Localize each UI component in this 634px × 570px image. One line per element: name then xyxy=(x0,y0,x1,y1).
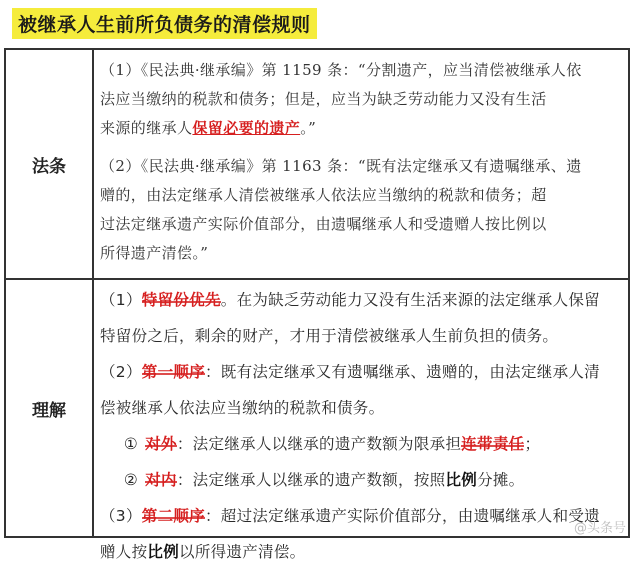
item-3-line-2 xyxy=(100,534,620,570)
item-3-line-1 xyxy=(100,498,620,534)
rules-table xyxy=(4,48,630,538)
item-3 xyxy=(100,498,620,570)
item-1-line-2: 特留份之后，剩余的财产，才用于清偿被继承人生前负担的债务。 xyxy=(100,318,620,354)
text: ：法定继承人以继承的遗产数额，按照 xyxy=(177,471,446,489)
statute-1159-line-3 xyxy=(100,114,620,143)
tag-second-order: 第二顺序 xyxy=(142,507,205,525)
item-2-num: （2） xyxy=(100,363,142,381)
item-2 xyxy=(100,354,620,426)
text: ：法定继承人以继承的遗产数额为限承担 xyxy=(177,435,461,453)
understanding-content xyxy=(100,280,620,536)
title-area xyxy=(12,6,317,40)
row-label-understanding: 理解 xyxy=(6,280,94,536)
watermark: @头条号 xyxy=(574,517,626,536)
tag-external: 对外 xyxy=(145,435,177,453)
statute-1163 xyxy=(100,152,620,268)
statute-1163-line-4: 所得遗产清偿。” xyxy=(100,239,620,268)
text: ：既有法定继承又有遗嘱继承、遗赠的，由法定继承人清 xyxy=(205,363,600,381)
item-2-line-1 xyxy=(100,354,620,390)
item-2-line-2: 偿被继承人依法应当缴纳的税款和债务。 xyxy=(100,390,620,426)
text: 。在为缺乏劳动能力又没有生活来源的法定继承人保留 xyxy=(221,291,600,309)
text: ：超过法定继承遗产实际价值部分，由遗嘱继承人和受遗 xyxy=(205,507,600,525)
sub-item-1-line xyxy=(122,426,620,462)
statute-1159-line-1: （1）《民法典·继承编》第 1159 条：“分割遗产，应当清偿被继承人依 xyxy=(100,56,620,85)
text: 以所得遗产清偿。 xyxy=(179,543,305,561)
statute-1159-line-2: 法应当缴纳的税款和债务；但是，应当为缺乏劳动能力又没有生活 xyxy=(100,85,620,114)
tag-internal: 对内 xyxy=(145,471,177,489)
item-1 xyxy=(100,282,620,354)
bold-proportion: 比例 xyxy=(147,543,179,561)
item-3-num: （3） xyxy=(100,507,142,525)
tag-first-order: 第一顺序 xyxy=(142,363,205,381)
sub-item-2-line xyxy=(122,462,620,498)
highlight-reserved-estate: 保留必要的遗产 xyxy=(192,119,300,137)
row-statutes xyxy=(6,50,628,280)
text: 分摊。 xyxy=(477,471,524,489)
statute-1163-line-1: （2）《民法典·继承编》第 1163 条：“既有法定继承又有遗嘱继承、遗 xyxy=(100,152,620,181)
item-1-line-1 xyxy=(100,282,620,318)
statute-1159 xyxy=(100,56,620,143)
tag-joint-liability: 连带责任 xyxy=(461,435,524,453)
statutes-content xyxy=(100,50,620,278)
sub-item-1-num: ① xyxy=(122,426,140,462)
text: 赠人按 xyxy=(100,543,147,561)
text: 。” xyxy=(300,119,316,137)
tag-reserved-share-first: 特留份优先 xyxy=(142,291,221,309)
text: ； xyxy=(524,435,540,453)
sub-item-1 xyxy=(122,426,620,462)
item-1-num: （1） xyxy=(100,291,142,309)
sub-item-2 xyxy=(122,462,620,498)
page-title: 被继承人生前所负债务的清偿规则 xyxy=(12,8,317,39)
statute-1163-line-3: 过法定继承遗产实际价值部分，由遗嘱继承人和受遗赠人按比例以 xyxy=(100,210,620,239)
sub-item-2-num: ② xyxy=(122,462,140,498)
bold-proportion: 比例 xyxy=(445,471,477,489)
row-label-statutes: 法条 xyxy=(6,50,94,278)
row-understanding xyxy=(6,280,628,536)
statute-1163-line-2: 赠的，由法定继承人清偿被继承人依法应当缴纳的税款和债务；超 xyxy=(100,181,620,210)
text: 来源的继承人 xyxy=(100,119,192,137)
